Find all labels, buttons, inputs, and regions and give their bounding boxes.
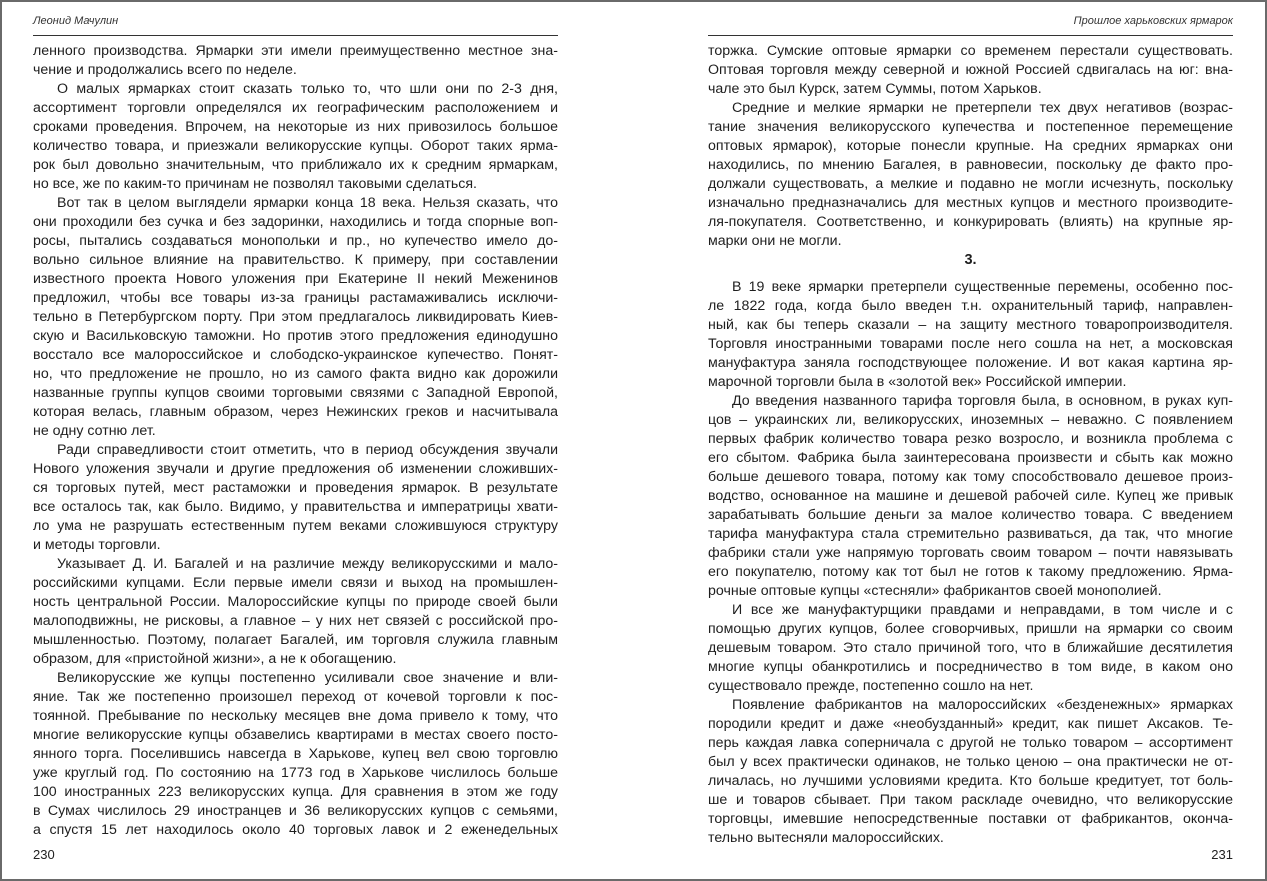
text-line: изначально предназначались для местных купцов и местного производите- (708, 195, 1233, 211)
text-line: восстало все малороссийское и слободско-украинское купечество. Понят- (33, 347, 558, 363)
paragraph (708, 278, 1233, 392)
text-line: Вот так в целом выглядели ярмарки конца 18 века. Нельзя сказать, что (57, 195, 558, 211)
text-line: водство, основанное на машине и дешевой рабочей силе. Купец же привык (708, 488, 1233, 504)
paragraph (708, 696, 1233, 848)
text-line: ся торговых путей, мест растаможки и проведения ярмарок. В результате (33, 480, 558, 496)
text-line: известного проекта Нового уложения при Екатерине II некий Меженинов (33, 271, 558, 287)
text-line: До введения названного тарифа торговля была, в основном, в руках куп- (732, 393, 1233, 409)
text-line: малоподвижны, не рисковы, а главное – у них нет связей с российской про- (33, 613, 558, 629)
text-line: росы, пытались создаваться монопольки и пр., но купечество имело до- (33, 233, 558, 249)
text-line: Средние и мелкие ярмарки не претерпели тех двух негативов (возрас- (732, 100, 1233, 116)
text-line: не одну сотню лет. (33, 423, 156, 439)
text-line: ный, как бы теперь сказали – на защиту местного товаропроизводителя. (708, 317, 1233, 333)
text-line: дешевым товаром. Это стало причиной того, что в ближайшие десятилетия (708, 640, 1233, 656)
paragraph (708, 99, 1233, 251)
text-line: тельно вытесняли малороссийских. (708, 830, 944, 846)
paragraph (708, 392, 1233, 601)
section-heading: 3. (964, 252, 977, 268)
text-line: все осталось так, как было. Видимо, у правительства и императрицы хвати- (33, 499, 558, 515)
header-rule (33, 35, 558, 36)
text-line: его сбытом. Фабрика была заинтересована произвести и сбыть как можно (708, 450, 1233, 466)
text-line: цов – украинских ли, великорусских, иноземных – неважно. С появлением (708, 412, 1233, 428)
text-line: мышленностью. Поэтому, полагает Багалей, им торговля служила главным (33, 632, 558, 648)
text-line: которая велась, главным образом, через Нежинских греков и насчитывала (33, 404, 558, 420)
text-line: породили кредит и даже «необузданный» кредит, как пишет Аксаков. Те- (708, 716, 1233, 732)
text-line: Указывает Д. И. Багалей и на различие между великорусскими и мало- (57, 556, 558, 572)
text-line: предложил, чтобы все товары из-за границы растамаживались исключи- (33, 290, 558, 306)
text-line: ность центральной России. Малороссийские купцы по природе своей были (33, 594, 558, 610)
paragraph (708, 601, 1233, 696)
text-line: вольно сильное влияние на правительство. К примеру, при составлении (33, 252, 558, 268)
text-line: торговцы, имевшие непосредственные поставки от фабрикантов, оконча- (708, 811, 1233, 827)
text-line: Появление фабрикантов на малороссийских «безденежных» ярмарках (732, 697, 1233, 713)
text-line: тарифа мануфактура стала стремительно развиваться, да так, что многие (708, 526, 1233, 542)
header-rule (708, 35, 1233, 36)
page-number: 230 (33, 847, 55, 862)
text-line: мануфактура заняла господствующее положение. И вот какая картина яр- (708, 355, 1233, 371)
text-line: первых фабрик количество товара резко возросло, и возникла проблема с (708, 431, 1233, 447)
text-line: личалась, но лучшими условиями кредита. Кто больше кредитует, тот боль- (708, 773, 1233, 789)
text-line: И все же мануфактурщики правдами и неправдами, в том числе и с (732, 602, 1233, 618)
paragraph (33, 42, 558, 80)
text-line: тельно в Петербургском порту. При этом предлагалось ликвидировать Киев- (33, 309, 558, 325)
text-line: тание значения великорусского купечества и постепенное перемещение (708, 119, 1233, 135)
text-line: ля-покупателя. Соответственно, и конкурировать (влиять) на крупные яр- (708, 214, 1233, 230)
text-line: янного торга. Поселившись навсегда в Харькове, купец вел свою торговлю (33, 746, 558, 762)
text-line: российскими купцами. Если первые имели связи и выход на промышлен- (33, 575, 558, 591)
paragraph (33, 194, 558, 441)
text-line: и методы торговли. (33, 537, 161, 553)
text-line: сроками проведения. Впрочем, на некоторые из них привозилось большое (33, 119, 558, 135)
paragraph (708, 42, 1233, 99)
page-right (708, 0, 1233, 881)
text-line: Ради справедливости стоит отметить, что в период обсуждения звучали (57, 442, 558, 458)
text-line: чение и продолжались всего по неделе. (33, 62, 297, 78)
text-line: марочной торговли была в «золотой век» Российской империи. (708, 374, 1127, 390)
text-line: яние. Так же постепенно произошел переход от кочевой торговли к пос- (33, 689, 558, 705)
text-line: 100 иностранных 223 великорусских купца. Для сравнения в этом же году (33, 784, 558, 800)
text-line: они проходили без сучка и без задоринки, находились и тогда спорные воп- (33, 214, 558, 230)
page-left (33, 0, 558, 881)
text-line: но, что предложение не прошло, но из самого факта видно как дорожили (33, 366, 558, 382)
text-line: многие великорусские купцы обзавелись квартирами в местах своего посто- (33, 727, 558, 743)
text-line: перь каждая лавка соперничала с другой не только товаром – ассортимент (708, 735, 1233, 751)
page-body (33, 42, 558, 840)
text-line: ленного производства. Ярмарки эти имели преимущественно местное зна- (33, 43, 558, 59)
running-head-author: Леонид Мачулин (33, 15, 119, 27)
text-line: образом, для «пристойной жизни», а не к обогащению. (33, 651, 397, 667)
text-line: чале это был Курск, затем Суммы, потом Харьков. (708, 81, 1042, 97)
text-line: существовало прежде, постепенно сошло на нет. (708, 678, 1034, 694)
text-line: был у всех практически одинаков, не только ценою – она практически не от- (708, 754, 1233, 770)
text-line: рочные оптовые купцы «стесняли» фабрикантов своей монополией. (708, 583, 1162, 599)
text-line: оптовых ярмарок), которые понесли крупные. На средних ярмарках они (708, 138, 1233, 154)
text-line: уже круглый год. По состоянию на 1773 год в Харькове числилось больше (33, 765, 558, 781)
text-line: должали существовать, а мелкие и подавно не могли исчезнуть, поскольку (708, 176, 1233, 192)
running-head-title: Прошлое харьковских ярмарок (1073, 15, 1233, 27)
text-line: названные группы купцов своими торговыми связями с Западной Европой, (33, 385, 558, 401)
text-line: рок был довольно значительным, что приближало их к средним ярмаркам, (33, 157, 558, 173)
text-line: Великорусские же купцы постепенно усиливали свое значение и вли- (57, 670, 558, 686)
page-body (708, 42, 1233, 848)
paragraph (33, 441, 558, 555)
paragraph (33, 669, 558, 840)
paragraph (33, 80, 558, 194)
text-line: фабрики стали уже напрямую торговать своим товаром – почти навязывать (708, 545, 1233, 561)
text-line: ле 1822 года, когда было введен т.н. охранительный тариф, направлен- (708, 298, 1233, 314)
text-line: торжка. Сумские оптовые ярмарки со временем перестали существовать. (708, 43, 1233, 59)
text-line: помощью других купцов, более сговорчивых, пришли на ярмарки со своим (708, 621, 1233, 637)
text-line: ло ума не разрушать естественным путем веками сложившуюся структуру (33, 518, 558, 534)
text-line: марки они не могли. (708, 233, 842, 249)
text-line: а спустя 15 лет находилось около 40 торговых лавок и 2 еженедельных (33, 822, 558, 838)
text-line: Нового уложения звучали и другие предложения об изменении сложивших- (33, 461, 558, 477)
text-line: ассортимент торговли определялся их географическим расположением и (33, 100, 558, 116)
text-line: в Сумах числилось 29 иностранцев и 36 великорусских купцов с семьями, (33, 803, 558, 819)
text-line: его покупателю, потому как тот был не готов к такому предложению. Ярма- (708, 564, 1233, 580)
text-line: находились, по мнению Багалея, в равновесии, поскольку де факто про- (708, 157, 1233, 173)
text-line: многие купцы обанкротились и посредничество в том виде, в каком оно (708, 659, 1233, 675)
text-line: ше и товаров сбывает. При таком раскладе очевидно, что великорусские (708, 792, 1233, 808)
paragraph (33, 555, 558, 669)
text-line: Оптовая торговля между северной и южной Россией сдвигалась на юг: вна- (708, 62, 1233, 78)
text-line: В 19 веке ярмарки претерпели существенные перемены, особенно пос- (732, 279, 1233, 295)
text-line: но все, же по каким-то причинам не позволял таковыми сделаться. (33, 176, 477, 192)
text-line: Торговля иностранными товарами после него сошла на нет, а московская (708, 336, 1233, 352)
text-line: больше дешевого товара, потому как тому способствовало дешевое произ- (708, 469, 1233, 485)
page-number: 231 (1211, 847, 1233, 862)
text-line: тоянной. Пребывание по нескольку месяцев вне дома привело к тому, что (33, 708, 558, 724)
text-line: зарабатывать большие деньги за малое количество товара. С введением (708, 507, 1233, 523)
text-line: О малых ярмарках стоит сказать только то, что шли они по 2-3 дня, (57, 81, 558, 97)
text-line: скую и Васильковскую таможни. Но против этого предложения единодушно (33, 328, 558, 344)
text-line: количество товара, и приезжали великорусские купцы. Оборот таких ярма- (33, 138, 558, 154)
